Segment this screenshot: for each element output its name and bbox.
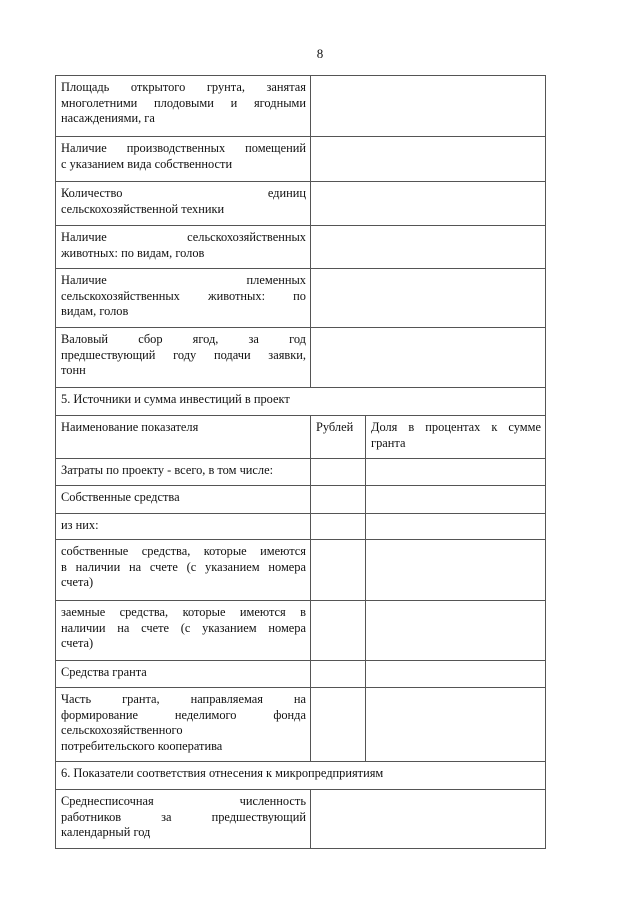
- share-field[interactable]: [366, 486, 546, 514]
- section-5-heading-row: [56, 388, 546, 416]
- row-label: Площадь открытого грунта, занятая многолетними плодовыми и ягодными насаждениями, га: [56, 76, 311, 137]
- share-field[interactable]: [366, 514, 546, 540]
- rubles-field[interactable]: [311, 459, 366, 486]
- section-5-row-total-costs: [56, 459, 546, 486]
- form-row-machinery-count: [56, 182, 546, 226]
- value-field[interactable]: [311, 226, 546, 269]
- section-5-row-grant-funds: [56, 661, 546, 688]
- value-field[interactable]: [311, 137, 546, 182]
- form-row-farm-animals: [56, 226, 546, 269]
- row-label: Часть гранта, направляемая на формирование неделимого фонда сельскохозяйственного потребительского кооператива: [56, 688, 311, 762]
- value-field[interactable]: [311, 790, 546, 849]
- row-label: Наличие племенных сельскохозяйственных животных: по видам, голов: [56, 269, 311, 328]
- row-label: Количество единиц сельскохозяйственной техники: [56, 182, 311, 226]
- value-field[interactable]: [311, 76, 546, 137]
- share-field[interactable]: [366, 540, 546, 601]
- share-field[interactable]: [366, 688, 546, 762]
- section-5-header-row: [56, 416, 546, 459]
- value-field[interactable]: [311, 269, 546, 328]
- form-row-open-ground-area: [56, 76, 546, 137]
- form-row-breeding-animals: [56, 269, 546, 328]
- section-6-row-average-headcount: [56, 790, 546, 849]
- page-number: 8: [316, 46, 324, 61]
- rubles-field[interactable]: [311, 688, 366, 762]
- section-5-row-of-which: [56, 514, 546, 540]
- row-label: Среднесписочная численность работников за предшествующий календарный год: [56, 790, 311, 849]
- row-label: Затраты по проекту - всего, в том числе:: [56, 459, 311, 486]
- rubles-field[interactable]: [311, 540, 366, 601]
- application-form-table: [55, 75, 546, 849]
- row-label: Валовый сбор ягод, за год предшествующий году подачи заявки, тонн: [56, 328, 311, 388]
- section-6-title: 6. Показатели соответствия отнесения к микропредприятиям: [56, 762, 546, 790]
- value-field[interactable]: [311, 182, 546, 226]
- form-row-berry-harvest: [56, 328, 546, 388]
- column-header-rubles: Рублей: [311, 416, 366, 459]
- section-5-row-indivisible-fund: [56, 688, 546, 762]
- share-field[interactable]: [366, 601, 546, 661]
- row-label: заемные средства, которые имеются в наличии на счете (с указанием номера счета): [56, 601, 311, 661]
- section-5-title: 5. Источники и сумма инвестиций в проект: [56, 388, 546, 416]
- section-5-row-borrowed-funds: [56, 601, 546, 661]
- row-label: из них:: [56, 514, 311, 540]
- rubles-field[interactable]: [311, 486, 366, 514]
- row-label: Средства гранта: [56, 661, 311, 688]
- section-5-row-own-funds: [56, 486, 546, 514]
- row-label: Наличие производственных помещений с указанием вида собственности: [56, 137, 311, 182]
- section-5-row-own-account-funds: [56, 540, 546, 601]
- row-label: собственные средства, которые имеются в наличии на счете (с указанием номера счета): [56, 540, 311, 601]
- column-header-share: Доля в процентах к сумме гранта: [366, 416, 546, 459]
- form-row-production-premises: [56, 137, 546, 182]
- value-field[interactable]: [311, 328, 546, 388]
- share-field[interactable]: [366, 661, 546, 688]
- section-6-heading-row: [56, 762, 546, 790]
- row-label: Собственные средства: [56, 486, 311, 514]
- row-label: Наличие сельскохозяйственных животных: по видам, голов: [56, 226, 311, 269]
- share-field[interactable]: [366, 459, 546, 486]
- rubles-field[interactable]: [311, 601, 366, 661]
- rubles-field[interactable]: [311, 514, 366, 540]
- column-header-indicator: Наименование показателя: [56, 416, 311, 459]
- rubles-field[interactable]: [311, 661, 366, 688]
